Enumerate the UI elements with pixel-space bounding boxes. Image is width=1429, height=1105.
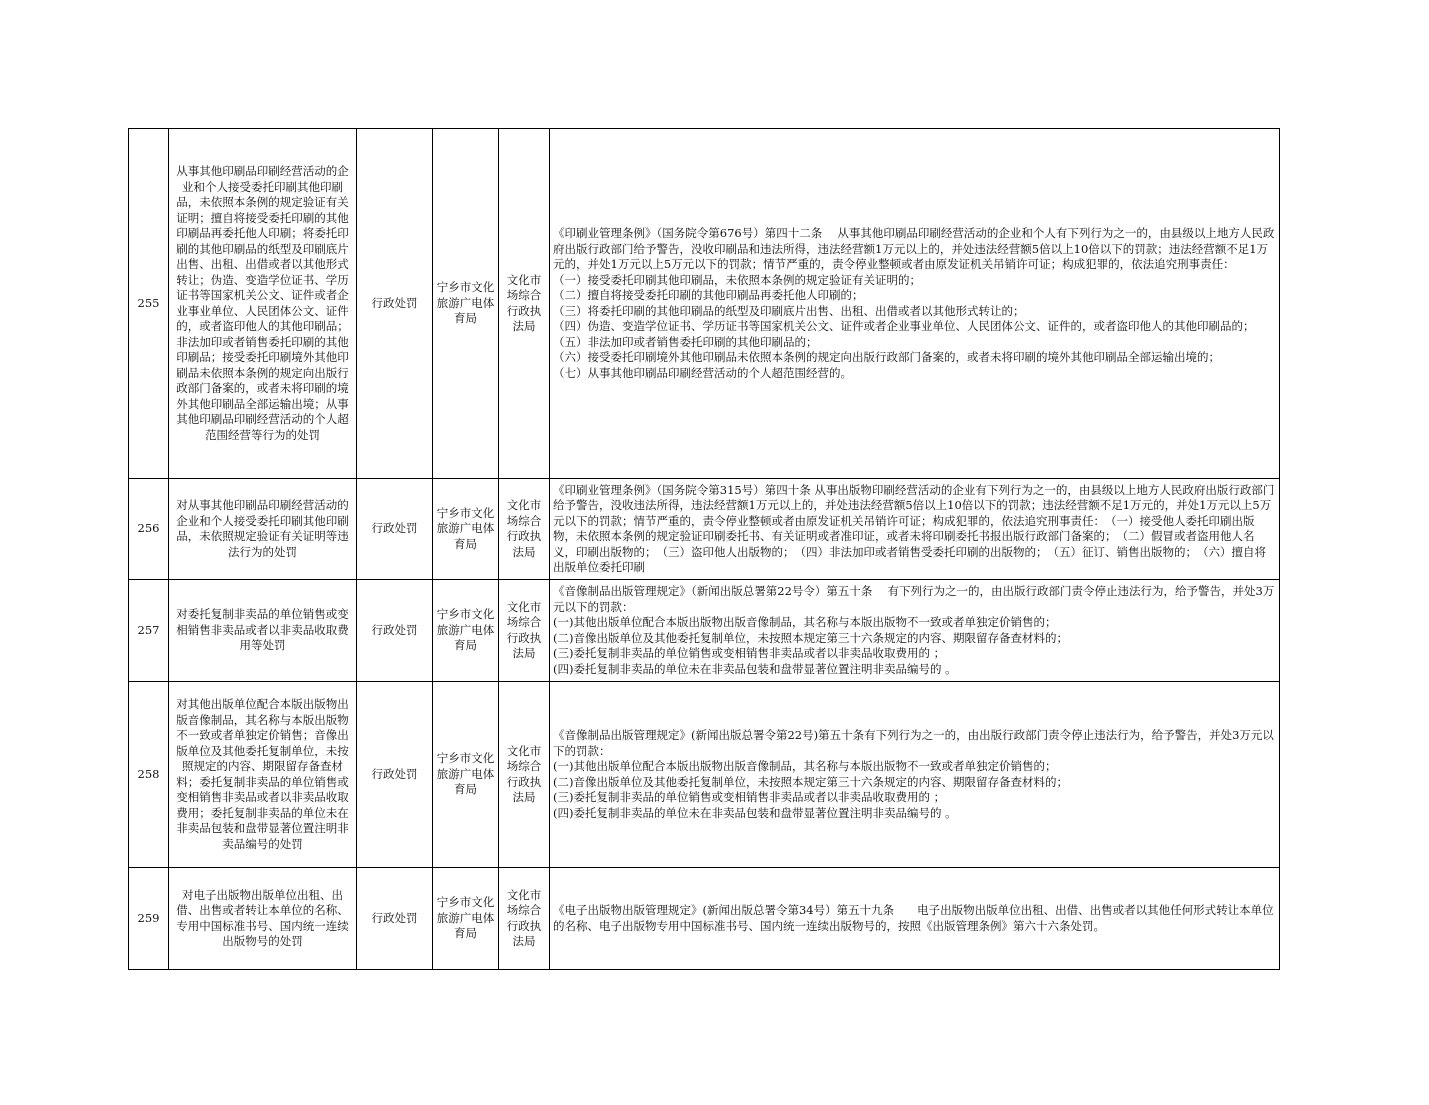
row-number: 256 bbox=[129, 479, 169, 580]
executing-unit: 文化市场综合行政执法局 bbox=[499, 129, 550, 479]
basis-line: 《印刷业管理条例》（国务院令第676号）第四十二条 从事其他印刷品印刷经营活动的企业和个人有下列行为之一的，由县级以上地方人民政府出版行政部门给予警告，没收印刷品和违法所得，违法经营额1万元以上的，并处违法经营额5倍以上10倍以下的罚款；违法经营额不足1万元的，并处1万元以上5万元以下的罚款；情节严重的，责令停业整顿或者由原发证机关吊销许可证；构成犯罪的，依法追究刑事责任： bbox=[553, 226, 1275, 271]
executing-unit: 文化市场综合行政执法局 bbox=[499, 868, 550, 970]
basis-line: （六）接受委托印刷境外其他印刷品未依照本条例的规定向出版行政部门备案的，或者未将印刷的境外其他印刷品全部运输出境的； bbox=[553, 350, 1220, 364]
executing-unit: 文化市场综合行政执法局 bbox=[499, 682, 550, 868]
responsible-dept: 宁乡市文化旅游广电体育局 bbox=[433, 479, 499, 580]
basis-line: (二)音像出版单位及其他委托复制单位，未按照本规定第三十六条规定的内容、期限留存备查材料的； bbox=[553, 630, 1068, 645]
basis-line: (三)委托复制非卖品的单位销售或变相销售非卖品或者以非卖品收取费用的 ； bbox=[553, 790, 946, 804]
table-row bbox=[129, 868, 1280, 970]
power-type: 行政处罚 bbox=[357, 580, 433, 682]
legal-basis bbox=[550, 580, 1280, 682]
responsible-dept: 宁乡市文化旅游广电体育局 bbox=[433, 682, 499, 868]
item-name: 对电子出版物出版单位出租、出借、出售或者转让本单位的名称、专用中国标准书号、国内统一连续出版物号的处罚 bbox=[169, 868, 357, 970]
legal-basis bbox=[550, 682, 1280, 868]
basis-line: （一）接受委托印刷其他印刷品，未依照本条例的规定验证有关证明的； bbox=[553, 272, 921, 287]
basis-line: (三)委托复制非卖品的单位销售或变相销售非卖品或者以非卖品收取费用的 ； bbox=[553, 646, 946, 660]
enforcement-table bbox=[128, 128, 1280, 970]
responsible-dept: 宁乡市文化旅游广电体育局 bbox=[433, 580, 499, 682]
row-number: 257 bbox=[129, 580, 169, 682]
executing-unit: 文化市场综合行政执法局 bbox=[499, 479, 550, 580]
table-row bbox=[129, 580, 1280, 682]
table-row bbox=[129, 129, 1280, 479]
item-name: 对委托复制非卖品的单位销售或变相销售非卖品或者以非卖品收取费用等处罚 bbox=[169, 580, 357, 682]
power-type: 行政处罚 bbox=[357, 479, 433, 580]
responsible-dept: 宁乡市文化旅游广电体育局 bbox=[433, 129, 499, 479]
basis-line: (一)其他出版单位配合本版出版物出版音像制品，其名称与本版出版物不一致或者单独定价销售的； bbox=[553, 615, 1057, 629]
table-row bbox=[129, 682, 1280, 868]
basis-line: (四)委托复制非卖品的单位未在非卖品包装和盘带显著位置注明非卖品编号的 。 bbox=[553, 805, 957, 820]
table-row bbox=[129, 479, 1280, 580]
executing-unit: 文化市场综合行政执法局 bbox=[499, 580, 550, 682]
basis-line: (四)委托复制非卖品的单位未在非卖品包装和盘带显著位置注明非卖品编号的 。 bbox=[553, 661, 957, 676]
power-type: 行政处罚 bbox=[357, 682, 433, 868]
basis-line: （三）将委托印刷的其他印刷品的纸型及印刷底片出售、出租、出借或者以其他形式转让的； bbox=[553, 303, 1025, 318]
responsible-dept: 宁乡市文化旅游广电体育局 bbox=[433, 868, 499, 970]
item-name: 对其他出版单位配合本版出版物出版音像制品，其名称与本版出版物不一致或者单独定价销售；音像出版单位及其他委托复制单位，未按照规定的内容、期限留存备查材料；委托复制非卖品的单位销售或变相销售非卖品或者以非卖品收取费用；委托复制非卖品的单位未在非卖品包装和盘带显著位置注明非卖品编号的处罚 bbox=[169, 682, 357, 868]
basis-line: （七）从事其他印刷品印刷经营活动的个人超范围经营的。 bbox=[553, 365, 852, 380]
basis-line: (二)音像出版单位及其他委托复制单位，未按照本规定第三十六条规定的内容、期限留存备查材料的； bbox=[553, 774, 1068, 789]
legal-basis bbox=[550, 479, 1280, 580]
item-name: 从事其他印刷品印刷经营活动的企业和个人接受委托印刷其他印刷品，未依照本条例的规定验证有关证明；擅自将接受委托印刷的其他印刷品再委托他人印刷；将委托印刷的其他印刷品的纸型及印刷底片出售、出租、出借或者以其他形式转让；伪造、变造学位证书、学历证书等国家机关公文、证件或者企业事业单位、人民团体公文、证件的，或者盗印他人的其他印刷品；非法加印或者销售委托印刷的其他印刷品；接受委托印刷境外其他印刷品未依照本条例的规定向出版行政部门备案的，或者未将印刷的境外其他印刷品全部运输出境；从事其他印刷品印刷经营活动的个人超范围经营等行为的处罚 bbox=[169, 129, 357, 479]
row-number: 258 bbox=[129, 682, 169, 868]
basis-line: （二）擅自将接受委托印刷的其他印刷品再委托他人印刷的； bbox=[553, 288, 864, 302]
power-type: 行政处罚 bbox=[357, 129, 433, 479]
legal-basis bbox=[550, 868, 1280, 970]
item-name: 对从事其他印刷品印刷经营活动的企业和个人接受委托印刷其他印刷品，未依照规定验证有关证明等违法行为的处罚 bbox=[169, 479, 357, 580]
basis-line: 《音像制品出版管理规定》（新闻出版总署第22号令）第五十条 有下列行为之一的，由出版行政部门责令停止违法行为，给予警告，并处3万元以下的罚款： bbox=[553, 584, 1275, 614]
basis-line: 《电子出版物出版管理规定》(新闻出版总署令第34号）第五十九条 电子出版物出版单位出租、出借、出售或者以其他任何形式转让本单位的名称、电子出版物专用中国标准书号、国内统一连续出版物号的，按照《出版管理条例》第六十六条处罚。 bbox=[553, 903, 1274, 933]
row-number: 255 bbox=[129, 129, 169, 479]
basis-line: （四）伪造、变造学位证书、学历证书等国家机关公文、证件或者企业事业单位、人民团体公文、证件的，或者盗印他人的其他印刷品的； bbox=[553, 319, 1255, 333]
basis-line: 《印刷业管理条例》（国务院令第315号）第四十条 从事出版物印刷经营活动的企业有下列行为之一的，由县级以上地方人民政府出版行政部门给予警告，没收违法所得，违法经营额1万元以上的，并处违法经营额5倍以上10倍以下的罚款；违法经营额不足1万元的，并处1万元以上5万元以下的罚款；情节严重的，责令停业整顿或者由原发证机关吊销许可证；构成犯罪的，依法追究刑事责任： （一）接受他人委托印刷出版物，未依照本条例的规定验证印刷委托书、有关证明或者准印证，或者未将印刷委托书报出版行政部门备案的； （二）假冒或者盗用他人名义，印刷出版物的； （三）盗印他人出版物的； （四）非法加印或者销售受委托印刷的出版物的； （五）征订、销售出版物的； （六）擅自将出版单位委托印刷 bbox=[553, 482, 1275, 574]
legal-basis bbox=[550, 129, 1280, 479]
basis-line: 《音像制品出版管理规定》(新闻出版总署令第22号)第五十条有下列行为之一的，由出版行政部门责令停止违法行为，给予警告，并处3万元以下的罚款： bbox=[553, 728, 1274, 758]
power-type: 行政处罚 bbox=[357, 868, 433, 970]
row-number: 259 bbox=[129, 868, 169, 970]
basis-line: (一)其他出版单位配合本版出版物出版音像制品，其名称与本版出版物不一致或者单独定价销售的； bbox=[553, 759, 1057, 773]
basis-line: （五）非法加印或者销售委托印刷的其他印刷品的； bbox=[553, 334, 818, 349]
